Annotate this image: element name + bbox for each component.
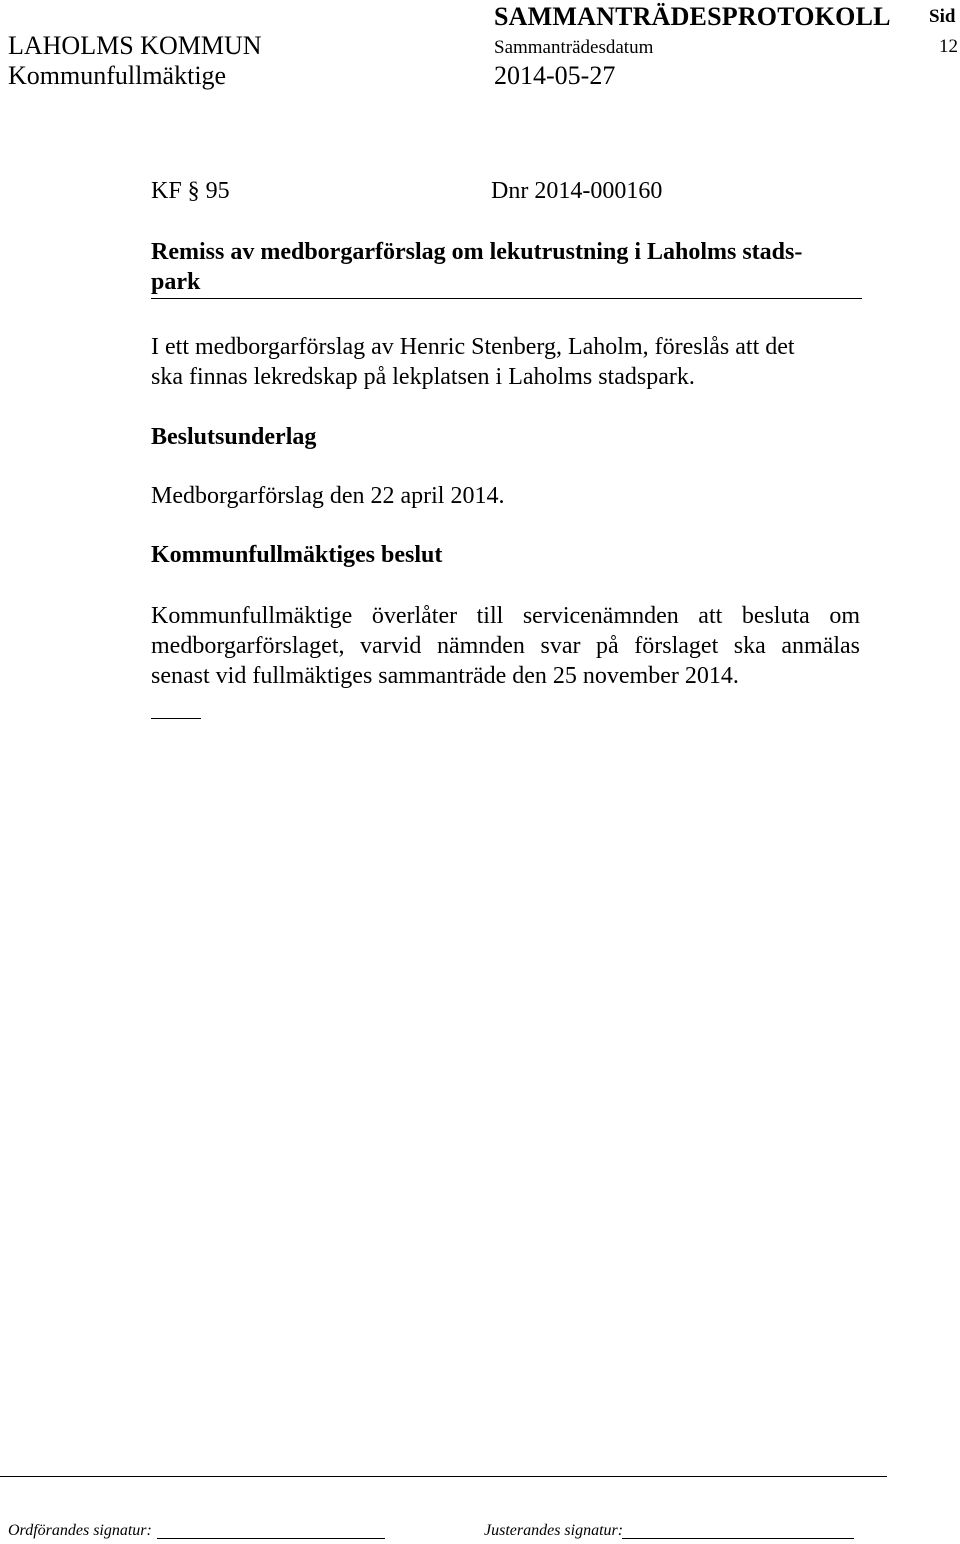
decision-text xyxy=(151,601,860,691)
decision-line-2: medborgarförslaget, varvid nämnden svar på förslaget ska anmälas xyxy=(151,633,860,659)
decision-line-3: senast vid fullmäktiges sammanträde den 25 november 2014. xyxy=(151,663,739,689)
meeting-date: 2014-05-27 xyxy=(494,61,616,90)
governing-body: Kommunfullmäktige xyxy=(8,61,227,90)
section-end-rule xyxy=(151,718,201,719)
paragraph-number: KF § 95 xyxy=(151,178,230,204)
page-label: Sid xyxy=(929,6,956,27)
chair-signature-line xyxy=(157,1538,385,1539)
basis-heading: Beslutsunderlag xyxy=(151,424,317,450)
organization-name: LAHOLMS KOMMUN xyxy=(8,31,262,60)
protocol-title: SAMMANTRÄDESPROTOKOLL xyxy=(494,2,891,31)
intro-line-1: I ett medborgarförslag av Henric Stenberg, Laholm, föreslås att det xyxy=(151,334,795,360)
meeting-date-label: Sammanträdesdatum xyxy=(494,37,654,58)
case-heading-line-1: Remiss av medborgarförslag om lekutrustning i Laholms stads- xyxy=(151,239,803,265)
page-number: 12 xyxy=(939,36,958,57)
footer-divider xyxy=(0,1476,887,1477)
adjuster-signature-label: Justerandes signatur: xyxy=(484,1522,624,1539)
decision-heading: Kommunfullmäktiges beslut xyxy=(151,542,443,568)
basis-text: Medborgarförslag den 22 april 2014. xyxy=(151,483,505,509)
diary-number: Dnr 2014-000160 xyxy=(491,178,663,204)
chair-signature-label: Ordförandes signatur: xyxy=(8,1522,152,1539)
decision-line-1: Kommunfullmäktige överlåter till servicenämnden att besluta om xyxy=(151,603,860,629)
intro-line-2: ska finnas lekredskap på lekplatsen i Laholms stadspark. xyxy=(151,364,695,390)
heading-underline xyxy=(151,298,862,299)
case-heading-line-2: park xyxy=(151,269,201,295)
adjuster-signature-line xyxy=(622,1538,854,1539)
